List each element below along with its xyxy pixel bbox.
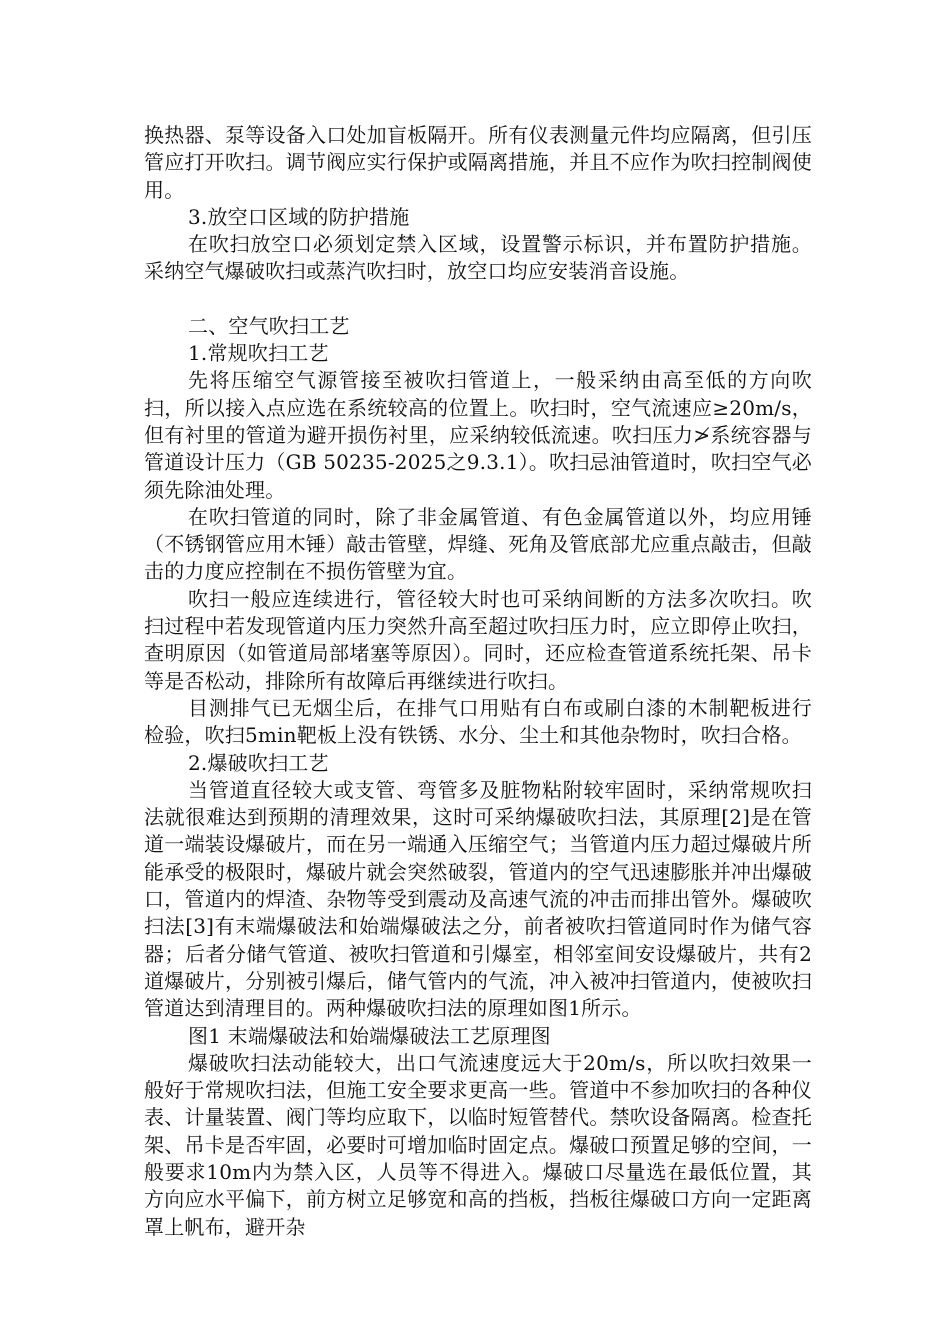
section-heading: 3.放空口区域的防护措施 xyxy=(188,204,410,229)
body-paragraph: 爆破吹扫法动能较大，出口气流速度远大于20m/s，所以吹扫效果一般好于常规吹扫法，但施工安全要求更高一些。管道中不参加吹扫的各种仪表、计量装置、阀门等均应取下，以临时短管替代。禁吹设备隔离。检查托架、吊卡是否牢固，必要时可增加临时固定点。爆破口预置足够的空间，一般要求10m内为禁入区，人员等不得进入。爆破口尽量选在最低位置，其方向应水平偏下，前方树立足够宽和高的挡板，挡板往爆破口方向一定距离罩上帆布，避开杂 xyxy=(144,1050,812,1239)
subsection-heading: 1.常规吹扫工艺 xyxy=(188,341,329,366)
body-paragraph: 换热器、泵等设备入口处加盲板隔开。所有仪表测量元件均应隔离，但引压管应打开吹扫。调节阀应实行保护或隔离措施，并且不应作为吹扫控制阀使用。 xyxy=(144,123,812,202)
body-paragraph: 先将压缩空气源管接至被吹扫管道上，一般采纳由高至低的方向吹扫，所以接入点应选在系统较高的位置上。吹扫时，空气流速应≥20m/s，但有衬里的管道为避开损伤衬里，应采纳较低流速。吹扫压力≯系统容器与管道设计压力（GB 50235-2025之9.3.1）。吹扫忌油管道时，吹扫空气必须先除油处理。 xyxy=(144,368,812,502)
body-paragraph: 在吹扫管道的同时，除了非金属管道、有色金属管道以外，均应用锤（不锈钢管应用木锤）敲击管壁，焊缝、死角及管底部尤应重点敲击，但敲击的力度应控制在不损伤管壁为宜。 xyxy=(144,504,812,584)
figure-caption: 图1 末端爆破法和始端爆破法工艺原理图 xyxy=(188,1023,551,1048)
document-page xyxy=(144,122,812,1241)
paragraph-gap xyxy=(144,286,812,313)
body-paragraph: 当管道直径较大或支管、弯管多及脏物粘附较牢固时，采纳常规吹扫法就很难达到预期的清理效果，这时可采纳爆破吹扫法，其原理[2]是在管道一端装设爆破片，而在另一端通入压缩空气；当管道内压力超过爆破片所能承受的极限时，爆破片就会突然破裂，管道内的空气迅速膨胀并冲出爆破口，管道内的焊渣、杂物等受到震动及高速气流的冲击而排出管外。爆破吹扫法[3]有末端爆破法和始端爆破法之分，前者被吹扫管道同时作为储气容器；后者分储气管道、被吹扫管道和引爆室，相邻室间安设爆破片，共有2道爆破片，分别被引爆后，储气管内的气流，冲入被冲扫管道内，使被吹扫管道达到清理目的。两种爆破吹扫法的原理如图1所示。 xyxy=(144,777,812,1021)
body-paragraph: 目测排气已无烟尘后，在排气口用贴有白布或刷白漆的木制靶板进行检验，吹扫5min靶板上没有铁锈、水分、尘土和其他杂物时，吹扫合格。 xyxy=(144,695,812,748)
section-heading: 二、空气吹扫工艺 xyxy=(188,313,350,338)
body-paragraph: 吹扫一般应连续进行，管径较大时也可采纳间断的方法多次吹扫。吹扫过程中若发现管道内压力突然升高至超过吹扫压力时，应立即停止吹扫，查明原因（如管道局部堵塞等原因）。同时，还应检查管道系统托架、吊卡等是否松动，排除所有故障后再继续进行吹扫。 xyxy=(144,586,812,693)
body-paragraph: 在吹扫放空口必须划定禁入区域，设置警示标识，并布置防护措施。采纳空气爆破吹扫或蒸汽吹扫时，放空口均应安装消音设施。 xyxy=(144,232,812,284)
subsection-heading: 2.爆破吹扫工艺 xyxy=(188,750,329,775)
